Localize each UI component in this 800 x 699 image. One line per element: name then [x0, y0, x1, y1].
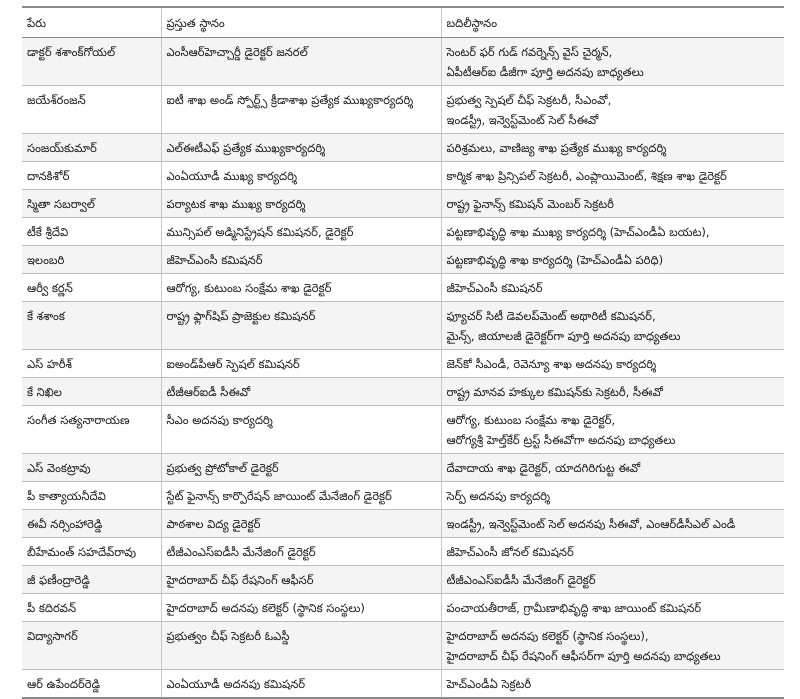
transfer-post-line: జెన్‌కో సీఎండీ, రెవెన్యూ శాఖ అదనపు కార్యదర్శి — [446, 357, 657, 371]
transfer-post-line: పట్టణాభివృద్ధి శాఖ ముఖ్య కార్యదర్శి (హెచ్ఎండీఏ బయట), — [446, 225, 710, 239]
current-post-line: రాష్ట్ర ఫ్లాగ్‌షిప్ ప్రాజెక్టుల కమిషనర్ — [166, 309, 316, 323]
transfer-post — [441, 566, 784, 594]
table-row — [22, 594, 784, 622]
officer-name: ఎస్ వెంకట్రావు — [22, 454, 161, 482]
current-post — [161, 482, 441, 510]
table-body — [22, 38, 784, 699]
transfer-post — [441, 670, 784, 699]
transfer-post-line: దేవాదాయ శాఖ డైరెక్టర్, యాదగిరిగుట్ట ఈవో — [446, 461, 641, 475]
table-row — [22, 190, 784, 218]
transfer-post — [441, 594, 784, 622]
current-post-line: ఐఅండ్‌పీఆర్ స్పెషల్ కమిషనర్ — [166, 357, 300, 371]
officer-name: సంగీత సత్యనారాయణ — [22, 406, 161, 454]
officer-name: స్మితా సబర్వాల్ — [22, 190, 161, 218]
current-post — [161, 566, 441, 594]
officer-name: విద్యాసాగర్ — [22, 622, 161, 670]
table-row — [22, 538, 784, 566]
transfer-post-line: హైదరాబాద్ అదనపు కలెక్టర్ (స్థానిక సంస్థలు), — [446, 629, 649, 643]
ias-transfers-table — [22, 6, 784, 699]
officer-name: పీ కాత్యాయనీదేవి — [22, 482, 161, 510]
current-post-line: పర్యాటక శాఖ ముఖ్య కార్యదర్శి — [166, 197, 306, 211]
transfer-post — [441, 510, 784, 538]
current-post — [161, 670, 441, 699]
transfer-post — [441, 134, 784, 162]
current-post — [161, 162, 441, 190]
table-header-row — [22, 7, 784, 38]
officer-name: జయేశ్‌రంజన్ — [22, 86, 161, 134]
table-row — [22, 406, 784, 454]
current-post-line: ఎంసీఆర్‌హెచ్చార్డీ డైరెక్టర్ జనరల్ — [166, 45, 308, 59]
table-row — [22, 510, 784, 538]
current-post — [161, 302, 441, 350]
current-post-line: టీజీఆర్ఐడీ సీఈవో — [166, 385, 251, 399]
transfer-post-line: సెంటర్ ఫర్ గుడ్ గవర్నెన్స్ వైస్ చైర్మన్, — [446, 45, 613, 59]
table-row — [22, 482, 784, 510]
transfer-post — [441, 378, 784, 406]
officer-name: ఆర్ ఉపేందర్‌రెడ్డి — [22, 670, 161, 699]
officer-name: టీకే శ్రీదేవి — [22, 218, 161, 246]
transfer-post-line: రాష్ట్ర మానవ హక్కుల కమిషన్‌కు సెక్రటరీ, సీఈవో — [446, 385, 663, 399]
officer-name: ఈవీ నర్సింహారెడ్డి — [22, 510, 161, 538]
transfer-post — [441, 622, 784, 670]
current-post-line: ప్రభుత్వ ప్రోటోకాల్ డైరెక్టర్ — [166, 461, 279, 475]
officer-name: కే శశాంక — [22, 302, 161, 350]
current-post — [161, 38, 441, 86]
transfer-post-line: పట్టణాభివృద్ధి శాఖ కార్యదర్శి (హెచ్ఎండీఏ పరిధి) — [446, 253, 664, 267]
transfer-post — [441, 482, 784, 510]
current-post — [161, 246, 441, 274]
table-row — [22, 454, 784, 482]
current-post — [161, 538, 441, 566]
table-row — [22, 218, 784, 246]
officer-name: డాక్టర్ శశాంక్‌గోయల్ — [22, 38, 161, 86]
transfer-post — [441, 274, 784, 302]
current-post — [161, 454, 441, 482]
transfer-post-line: కార్మిక శాఖ ప్రిన్సిపల్ సెక్రటరీ, ఎంప్లాయిమెంట్, శిక్షణ శాఖ డైరెక్టర్ — [446, 169, 727, 183]
officer-name: ఎస్ హరీశ్ — [22, 350, 161, 378]
transfer-post-line: జీహెచ్ఎంసీ కమిషనర్ — [446, 281, 543, 295]
transfer-post-line: హెచ్ఎండీఏ సెక్రటరీ — [446, 677, 532, 691]
table-row — [22, 162, 784, 190]
officer-name: ఇలంబరి — [22, 246, 161, 274]
officer-name: పీ కదిరవన్ — [22, 594, 161, 622]
transfer-post-line: ప్రభుత్వ స్పెషల్ చీఫ్ సెక్రటరీ, సీఎంవో, — [446, 93, 612, 107]
transfer-post — [441, 350, 784, 378]
transfer-post-line: ఏపీటీఆర్ఐ డీజీగా పూర్తి అదనపు బాధ్యతలు — [446, 65, 644, 79]
column-header-current-post: ప్రస్తుత స్థానం — [161, 7, 441, 38]
table-row — [22, 134, 784, 162]
current-post — [161, 86, 441, 134]
current-post-line: స్టేట్ ఫైనాన్స్ కార్పొరేషన్ జాయింట్ మేనేజింగ్ డైరెక్టర్ — [166, 489, 392, 503]
current-post — [161, 190, 441, 218]
transfer-post-line: పరిశ్రమలు, వాణిజ్య శాఖ ప్రత్యేక ముఖ్య కార్యదర్శి — [446, 141, 667, 155]
table-row — [22, 566, 784, 594]
transfer-post-line: మైన్స్, జియాలజీ డైరెక్టర్‌గా పూర్తి అదనపు బాధ్యతలు — [446, 329, 681, 343]
current-post-line: హైదరాబాద్ అదనపు కలెక్టర్ (స్థానిక సంస్థలు) — [166, 601, 365, 615]
table-row — [22, 38, 784, 86]
column-header-name: పేరు — [22, 7, 161, 38]
transfer-post-line: సెర్ప్ అదనపు కార్యదర్శి — [446, 489, 551, 503]
current-post-line: ఎల్ఈటీఎఫ్ ప్రత్యేక ముఖ్యకార్యదర్శి — [166, 141, 326, 155]
transfer-post — [441, 538, 784, 566]
current-post-line: టీజీఎంఎస్ఐడీసీ మేనేజింగ్ డైరెక్టర్ — [166, 545, 316, 559]
current-post-line: సీఎం అదనపు కార్యదర్శి — [166, 413, 273, 427]
table-row — [22, 246, 784, 274]
current-post-line: ఆరోగ్య, కుటుంబ సంక్షేమ శాఖ డైరెక్టర్ — [166, 281, 332, 295]
transfer-post — [441, 406, 784, 454]
transfer-post-line: టీజీఎంఎస్ఐడీసీ మేనేజింగ్ డైరెక్టర్ — [446, 573, 596, 587]
table-row — [22, 350, 784, 378]
current-post — [161, 134, 441, 162]
officer-name: ఆర్వీ కర్ణన్ — [22, 274, 161, 302]
transfer-post-line: ఫ్యూచర్ సిటీ డెవలప్‌మెంట్ అథారిటీ కమిషనర్, — [446, 309, 656, 323]
transfer-post-line: హైదరాబాద్ చీఫ్ రేషనింగ్ ఆఫీసర్‌గా పూర్తి అదనపు బాధ్యతలు — [446, 649, 721, 663]
transfer-post-line: జీహెచ్ఎంసీ జోనల్ కమిషనర్ — [446, 545, 574, 559]
current-post — [161, 406, 441, 454]
officer-name: సంజయ్‌కుమార్ — [22, 134, 161, 162]
transfer-post — [441, 218, 784, 246]
transfer-post-line: పంచాయతీరాజ్, గ్రామీణాభివృద్ధి శాఖ జాయింట్ కమిషనర్ — [446, 601, 702, 615]
transfer-post — [441, 302, 784, 350]
table-row — [22, 378, 784, 406]
table-row — [22, 670, 784, 699]
officer-name: కే నిఖిల — [22, 378, 161, 406]
table-row — [22, 302, 784, 350]
current-post — [161, 378, 441, 406]
officer-name: జీ ఫణీంద్రారెడ్డి — [22, 566, 161, 594]
current-post — [161, 218, 441, 246]
current-post — [161, 594, 441, 622]
current-post-line: ఎంఏయూడీ అదనపు కమిషనర్ — [166, 677, 306, 691]
transfer-post — [441, 190, 784, 218]
table-row — [22, 274, 784, 302]
transfer-post — [441, 86, 784, 134]
current-post — [161, 274, 441, 302]
current-post — [161, 350, 441, 378]
current-post-line: ఐటీ శాఖ అండ్ స్పోర్ట్స్ క్రీడాశాఖ ప్రత్యేక ముఖ్యకార్యదర్శి — [166, 93, 414, 107]
officer-name: దానకిశోర్ — [22, 162, 161, 190]
current-post-line: పాఠశాల విద్య డైరెక్టర్ — [166, 517, 261, 531]
current-post-line: మున్సిపల్ అడ్మినిస్ట్రేషన్ కమిషనర్, డైరెక్టర్ — [166, 225, 354, 239]
transfer-post-line: ఇండస్ట్రీ, ఇన్వెస్ట్‌మెంట్ సెల్ సీఈవో — [446, 113, 599, 127]
table-row — [22, 86, 784, 134]
table-row — [22, 622, 784, 670]
transfer-post — [441, 246, 784, 274]
transfer-post-line: ఇండస్ట్రీ, ఇన్వెస్ట్‌మెంట్ సెల్ అదనపు సీఈవో, ఎంఆర్‌డీసీఎల్ ఎండీ — [446, 517, 736, 531]
current-post-line: జీహెచ్ఎంసీ కమిషనర్ — [166, 253, 263, 267]
current-post-line: ఎంఏయూడీ ముఖ్య కార్యదర్శి — [166, 169, 298, 183]
transfer-post — [441, 162, 784, 190]
current-post — [161, 510, 441, 538]
transfer-post — [441, 454, 784, 482]
transfer-post-line: ఆరోగ్యశ్రీ హెల్త్‌కేర్ ట్రస్ట్ సీఈవోగా అదనపు బాధ్యతలు — [446, 433, 676, 447]
transfer-post-line: రాష్ట్ర ఫైనాన్స్ కమిషన్ మెంబర్ సెక్రటరీ — [446, 197, 614, 211]
transfer-post — [441, 38, 784, 86]
transfer-post-line: ఆరోగ్య, కుటుంబ సంక్షేమ శాఖ డైరెక్టర్, — [446, 413, 616, 427]
column-header-transfer-post: బదిలీస్థానం — [441, 7, 784, 38]
current-post — [161, 622, 441, 670]
officer-name: బీహేమంత్ సహదేవ్‌రావు — [22, 538, 161, 566]
current-post-line: ప్రభుత్వం చీఫ్ సెక్రటరీ ఓఎస్డీ — [166, 629, 290, 643]
current-post-line: హైదరాబాద్ చీఫ్ రేషనింగ్ ఆఫీసర్ — [166, 573, 314, 587]
